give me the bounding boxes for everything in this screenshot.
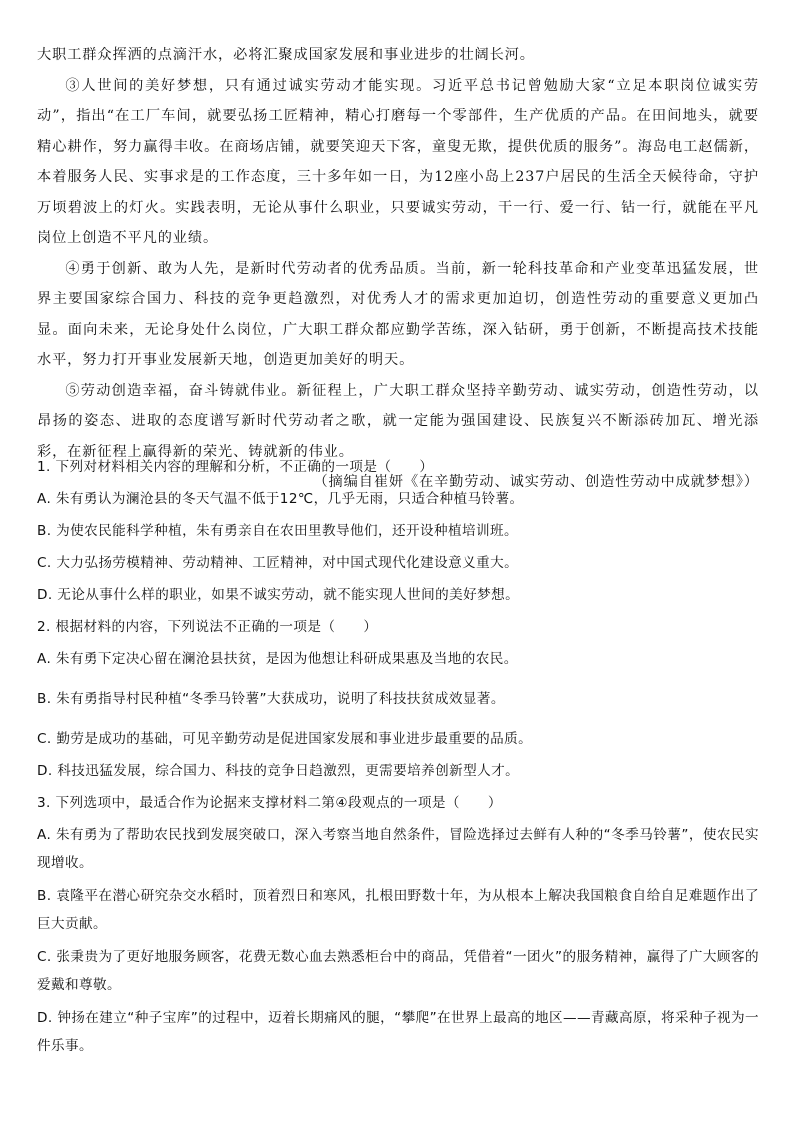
question-1-option-b: B. 为使农民能科学种植，朱有勇亲自在农田里教导他们，还开设种植培训班。 <box>37 523 518 539</box>
question-3-option-b: B. 袁隆平在潜心研究杂交水稻时，顶着烈日和寒风，扎根田野数十年，为从根本上解决我国粮食自给自足难题作出了巨大贡献。 <box>37 888 759 932</box>
passage-paragraph-3: ③人世间的美好梦想，只有通过诚实劳动才能实现。习近平总书记曾勉励大家“立足本职岗位诚实劳动”，指出“在工厂车间，就要弘扬工匠精神，精心打磨每一个零部件，生产优质的产品。在田间地头，就要精心耕作，努力赢得丰收。在商场店铺，就要笑迎天下客，童叟无欺，提供优质的服务”。海岛电工赵儒新，本着服务人民、实事求是的工作态度，三十多年如一日，为12座小岛上237户居民的生活全天候待命，守护万顷碧波上的灯火。实践表明，无论从事什么职业，只要诚实劳动，干一行、爱一行、钻一行，就能在平凡岗位上创造不平凡的业绩。 <box>37 77 759 246</box>
question-3-option-d: D. 钟扬在建立“种子宝库”的过程中，迈着长期痛风的腿，“攀爬”在世界上最高的地区——青藏高原，将采种子视为一件乐事。 <box>37 1010 759 1054</box>
question-1-stem: 1. 下列对材料相关内容的理解和分析，不正确的一项是（ ） <box>37 459 434 475</box>
question-2-stem: 2. 根据材料的内容，下列说法不正确的一项是（ ） <box>37 619 378 635</box>
question-3-option-a: A. 朱有勇为了帮助农民找到发展突破口，深入考察当地自然条件，冒险选择过去鲜有人种的“冬季马铃薯”，使农民实现增收。 <box>37 827 759 871</box>
question-3-option-c: C. 张秉贵为了更好地服务顾客，花费无数心血去熟悉柜台中的商品，凭借着“一团火”的服务精神，赢得了广大顾客的爱戴和尊敬。 <box>37 949 759 993</box>
question-2-option-a: A. 朱有勇下定决心留在澜沧县扶贫，是因为他想让科研成果惠及当地的农民。 <box>37 651 518 667</box>
passage-source: （摘编自崔妍《在辛勤劳动、诚实劳动、创造性劳动中成就梦想》） <box>313 474 759 490</box>
passage-paragraph-4: ④勇于创新、敢为人先，是新时代劳动者的优秀品质。当前，新一轮科技革命和产业变革迅猛发展，世界主要国家综合国力、科技的竞争更趋激烈，对优秀人才的需求更加迫切，创造性劳动的重要意义更加凸显。面向未来，无论身处什么岗位，广大职工群众都应勤学苦练，深入钻研，勇于创新，不断提高技术技能水平，努力打开事业发展新天地，创造更加美好的明天。 <box>37 260 759 368</box>
passage-paragraph-5: ⑤劳动创造幸福，奋斗铸就伟业。新征程上，广大职工群众坚持辛勤劳动、诚实劳动，创造性劳动，以昂扬的姿态、进取的态度谱写新时代劳动者之歌，就一定能为强国建设、民族复兴不断添砖加瓦、增光添彩，在新征程上赢得新的荣光、铸就新的伟业。 <box>37 382 759 460</box>
question-1-option-c: C. 大力弘扬劳模精神、劳动精神、工匠精神，对中国式现代化建设意义重大。 <box>37 555 519 571</box>
question-2 <box>37 613 759 789</box>
question-2-option-d: D. 科技迅猛发展，综合国力、科技的竞争日趋激烈，更需要培养创新型人才。 <box>37 763 520 779</box>
question-3-stem: 3. 下列选项中，最适合作为论据来支撑材料二第④段观点的一项是（ ） <box>37 795 502 811</box>
question-list <box>37 453 759 1065</box>
question-1-option-a: A. 朱有勇认为澜沧县的冬天气温不低于12℃，几乎无雨，只适合种植马铃薯。 <box>37 491 524 507</box>
question-2-option-c: C. 勤劳是成功的基础，可见辛勤劳动是促进国家发展和事业进步最重要的品质。 <box>37 731 533 747</box>
reading-passage <box>37 40 759 498</box>
question-3 <box>37 789 759 1060</box>
question-1-option-d: D. 无论从事什么样的职业，如果不诚实劳动，就不能实现人世间的美好梦想。 <box>37 587 520 603</box>
question-1 <box>37 453 759 613</box>
passage-paragraph-continued: 大职工群众挥洒的点滴汗水，必将汇聚成国家发展和事业进步的壮阔长河。 <box>37 47 535 63</box>
question-2-option-b: B. 朱有勇指导村民种植“冬季马铃薯”大获成功，说明了科技扶贫成效显著。 <box>37 691 505 707</box>
